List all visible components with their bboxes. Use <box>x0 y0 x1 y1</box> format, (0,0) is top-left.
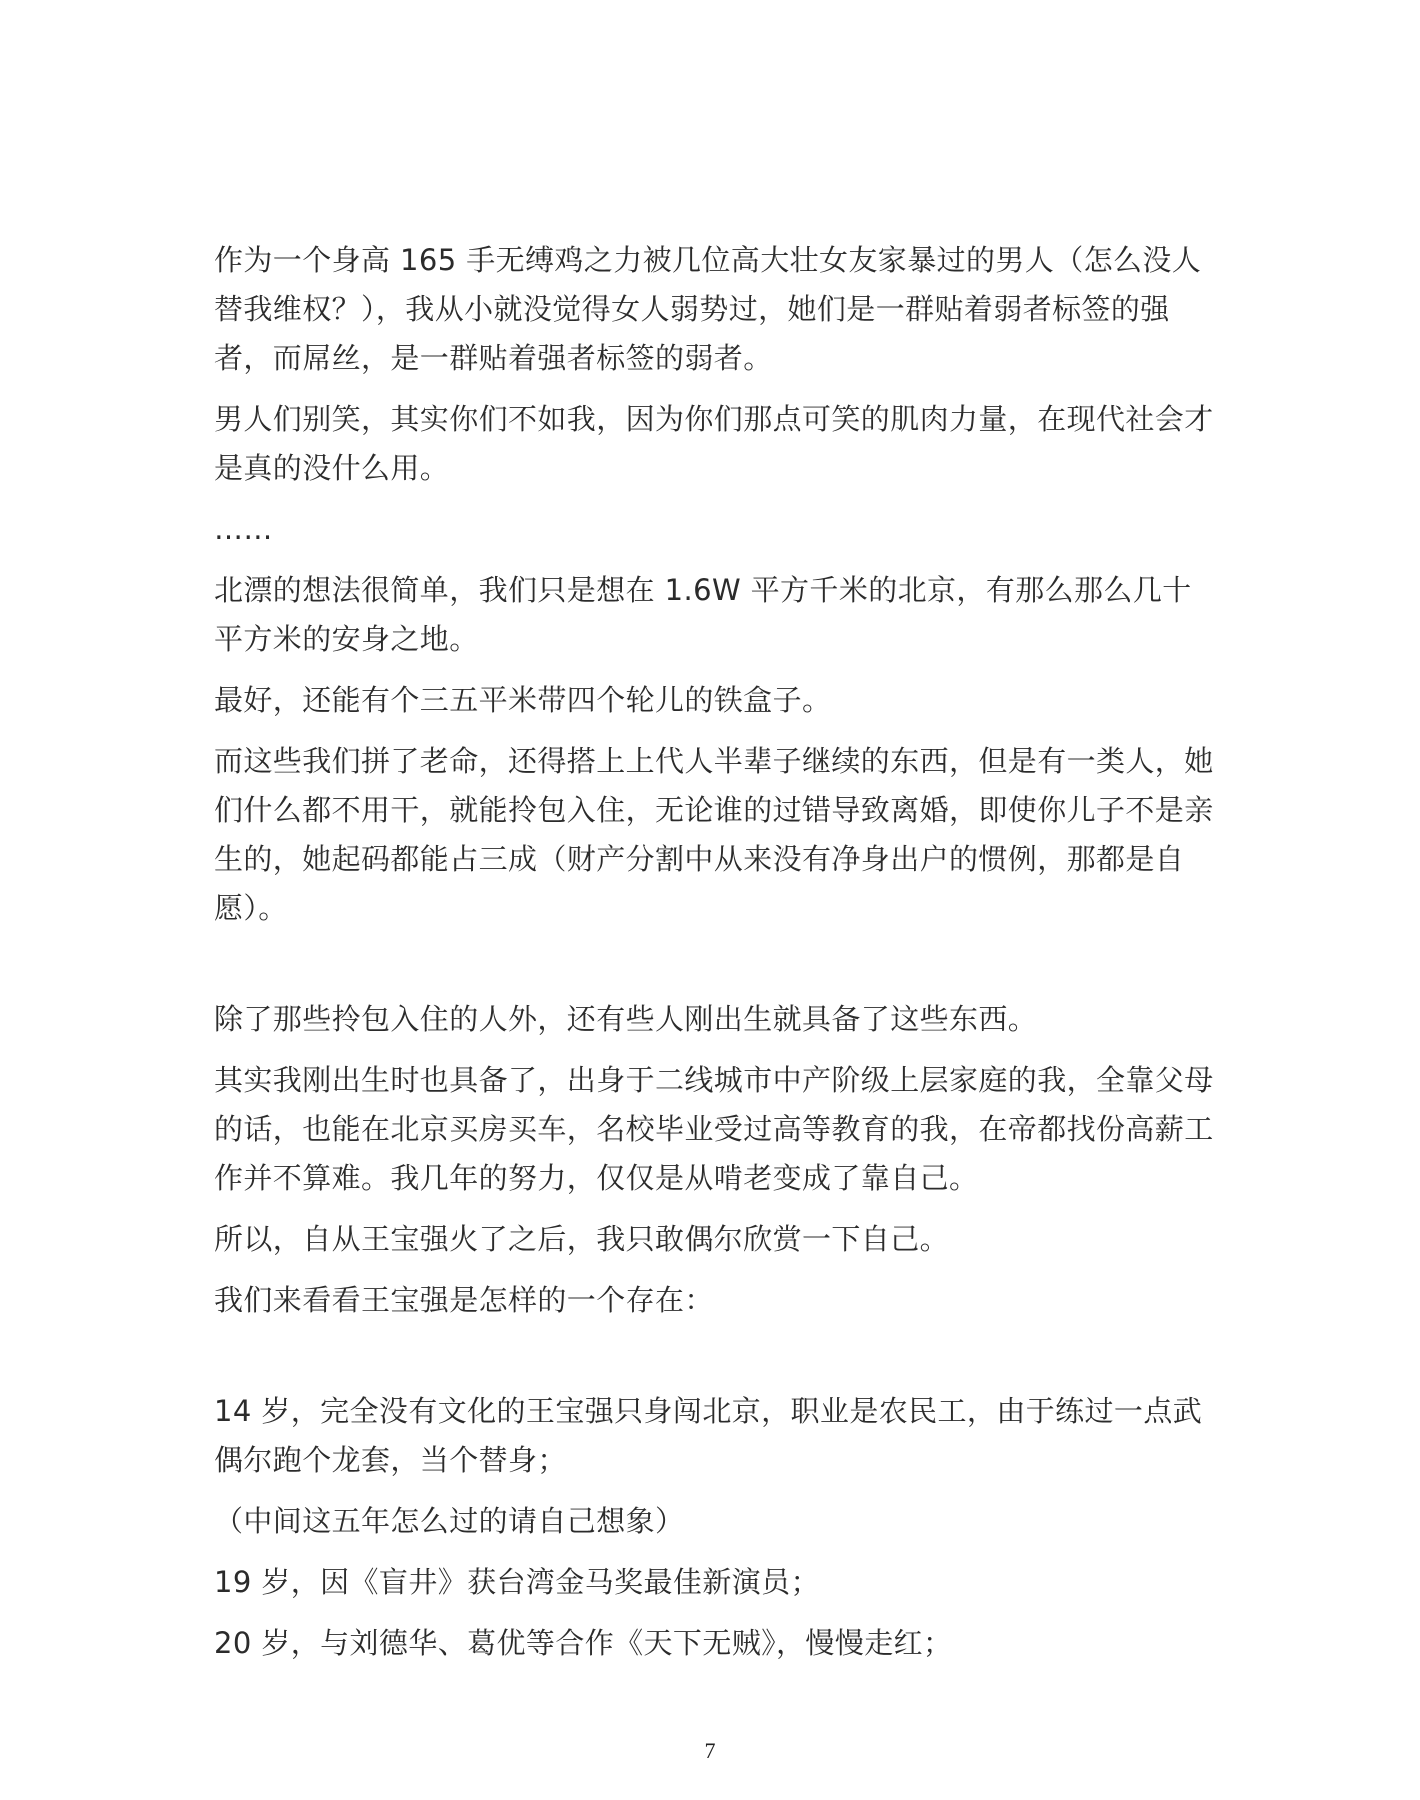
page-number: 7 <box>704 1738 716 1763</box>
paragraph-6: 除了那些拎包入住的人外，还有些人刚出生就具备了这些东西。 <box>214 1002 1038 1036</box>
paragraph-12: 19 岁，因《盲井》获台湾金马奖最佳新演员； <box>214 1565 820 1599</box>
paragraph-4: 最好，还能有个三五平米带四个轮儿的铁盒子。 <box>214 683 832 717</box>
paragraph-8: 所以，自从王宝强火了之后，我只敢偶尔欣赏一下自己。 <box>214 1222 950 1256</box>
paragraph-9: 我们来看看王宝强是怎样的一个存在： <box>214 1283 714 1317</box>
paragraph-spacer <box>214 1546 1214 1558</box>
paragraph-5: 而这些我们拼了老命，还得搭上上代人半辈子继续的东西，但是有一类人，她们什么都不用干，就能拎包入住，无论谁的过错导致离婚，即使你儿子不是亲生的，她起码都能占三成（财产分割中从来没有净身出户的惯例，那都是自愿）。 <box>214 744 1214 925</box>
paragraph-2: 男人们别笑，其实你们不如我，因为你们那点可笑的肌肉力量，在现代社会才是真的没什么用。 <box>214 402 1214 485</box>
paragraph-spacer <box>214 1607 1214 1619</box>
paragraph-spacer <box>214 383 1214 395</box>
paragraph-1: 作为一个身高 165 手无缚鸡之力被几位高大壮女友家暴过的男人（怎么没人替我维权？），我从小就没觉得女人弱势过，她们是一群贴着弱者标签的强者，而屌丝，是一群贴着强者标签的弱者。 <box>214 243 1202 375</box>
paragraph-spacer <box>214 554 1214 566</box>
paragraph-spacer <box>214 1203 1214 1215</box>
document-body <box>214 236 1214 1668</box>
paragraph-11: （中间这五年怎么过的请自己想象） <box>214 1504 685 1538</box>
paragraph-spacer <box>214 493 1214 505</box>
paragraph-spacer <box>214 1485 1214 1497</box>
paragraph-spacer <box>214 1044 1214 1056</box>
section-spacer <box>214 1325 1214 1387</box>
section-spacer <box>214 933 1214 995</box>
paragraph-spacer <box>214 1264 1214 1276</box>
paragraph-3: 北漂的想法很简单，我们只是想在 1.6W 平方千米的北京，有那么那么几十平方米的安身之地。 <box>214 573 1192 656</box>
paragraph-spacer <box>214 664 1214 676</box>
paragraph-7: 其实我刚出生时也具备了，出身于二线城市中产阶级上层家庭的我，全靠父母的话，也能在北京买房买车，名校毕业受过高等教育的我，在帝都找份高薪工作并不算难。我几年的努力，仅仅是从啃老变成了靠自己。 <box>214 1063 1214 1195</box>
paragraph-10: 14 岁，完全没有文化的王宝强只身闯北京，职业是农民工，由于练过一点武偶尔跑个龙套，当个替身； <box>214 1394 1203 1477</box>
paragraph-spacer <box>214 725 1214 737</box>
paragraph-13: 20 岁，与刘德华、葛优等合作《天下无贼》，慢慢走红； <box>214 1626 953 1660</box>
paragraph-ellipsis: …… <box>214 512 273 546</box>
